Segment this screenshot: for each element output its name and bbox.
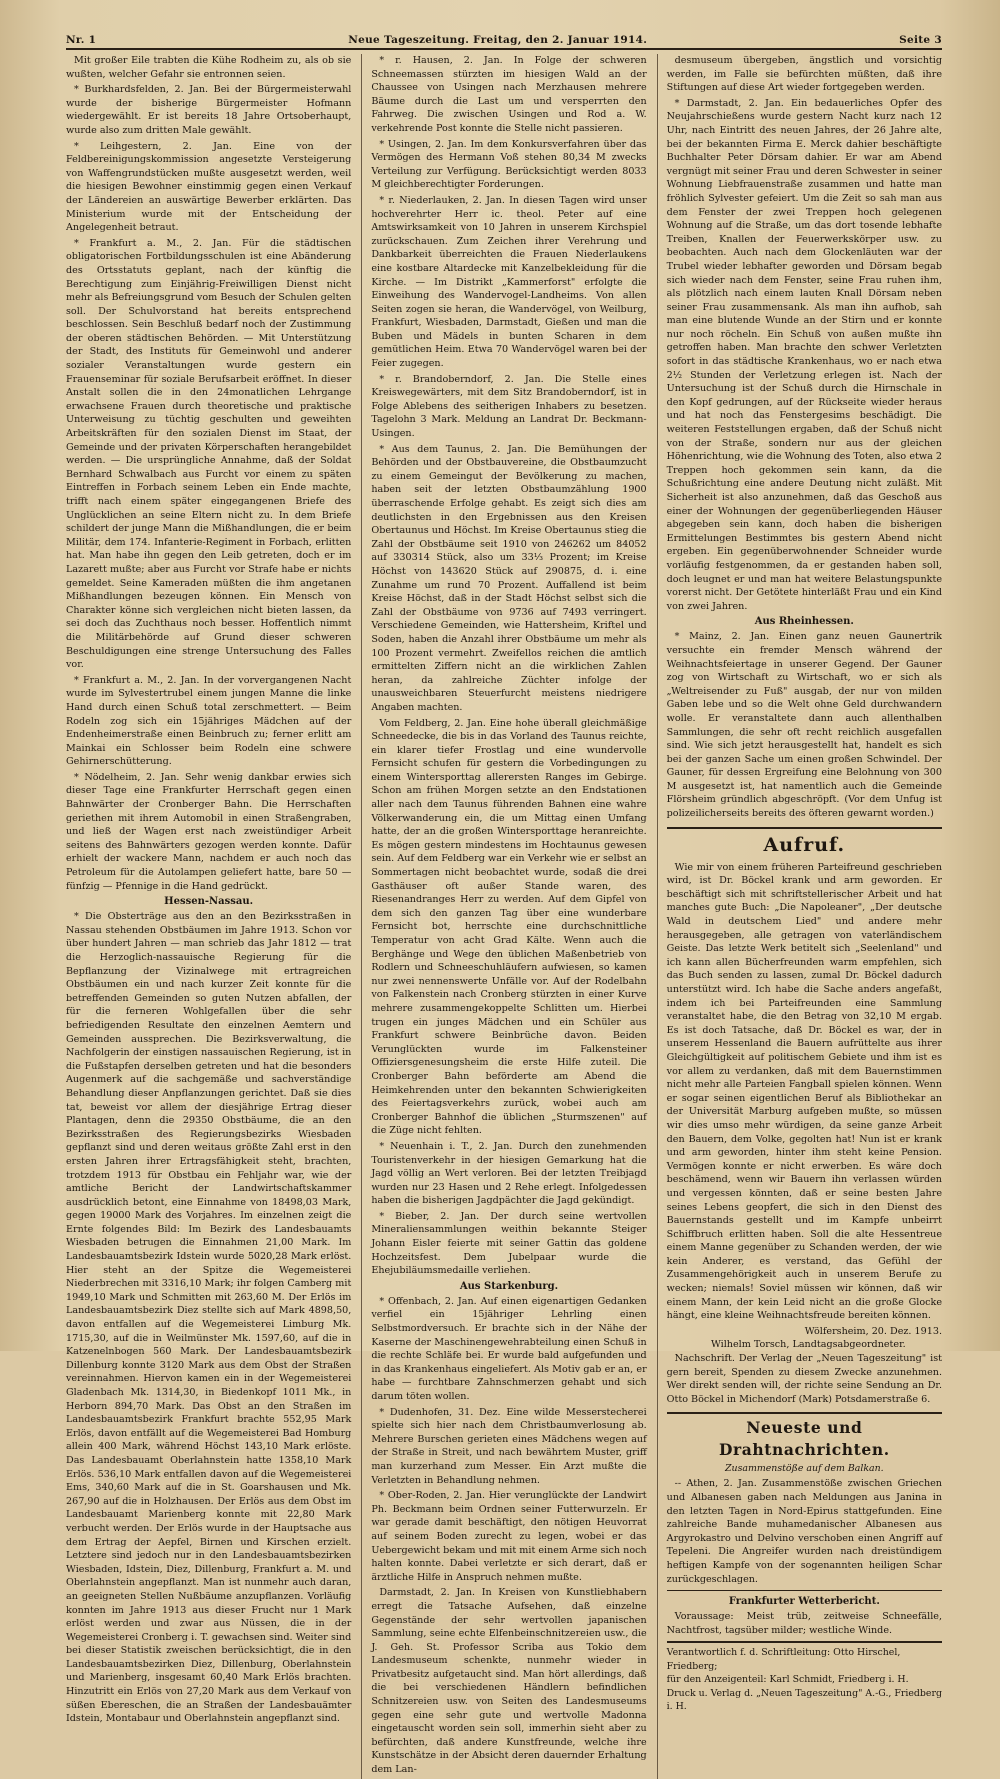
column-3 bbox=[657, 54, 942, 1779]
article: * Dudenhofen, 31. Dez. Eine wilde Messerstecherei spielte sich hier nach dem Christbaumverlosung ab. Mehrere Burschen gerieten eines Mädchens wegen auf der Straße in Streit, und nach bewährtem Muster, griff man kurzerhand zum Messer. Ein Arzt mußte die Verletzten in Behandlung nehmen. bbox=[371, 1406, 647, 1486]
article: * Mainz, 2. Jan. Einen ganz neuen Gaunertrik versuchte ein fremder Mensch während der Weihnachtsfeiertage in unserer Gegend. Der Gauner zog von Wirtschaft zu Wirtschaft, wo er sich als „Weltreisender zu Fuß" ausgab, der nur von milden Gaben lebe und so die Welt ohne Geld durchwandern wolle. Er veranstaltete dann auch allenthalben Sammlungen, die sehr oft recht reichlich ausgefallen sind. Wie sich jetzt herausgestellt hat, handelt es sich bei der ganzen Sache um einen großen Schwindel. Der Gauner, für dessen Ergreifung eine Belohnung von 300 M ausgesetzt ist, hat namentlich auch die Gemeinde Flörsheim gründlich abgeschröpft. (Vor dem Unfug ist polizeilicherseits bereits des öfteren gewarnt worden.) bbox=[666, 631, 942, 820]
article: * r. Niederlauken, 2. Jan. In diesen Tagen wird unser hochverehrter Herr ic. theol. Peter auf eine Amtswirksamkeit von 10 Jahren in unserem Kirchspiel zurückschauen. Zum Zeichen ihrer Verehrung und Dankbarkeit überreichten die Frauen Niederlaukens eine kostbare Altardecke mit Kanzelbekleidung für die Kirche. — Im Distrikt „Kammerforst" erfolgte die Einweihung des Wandervogel-Landheims. Von allen Seiten zogen sie heran, die Wandervögel, von Weilburg, Frankfurt, Wiesbaden, Darmstadt, Gießen und man die Buben und Mädels in bunten Scharen in dem gemütlichen Heim. Etwa 70 Wandervögel waren bei der Feier zugegen. bbox=[371, 194, 647, 370]
page-label: Seite 3 bbox=[899, 34, 942, 46]
article: * r. Brandoberndorf, 2. Jan. Die Stelle eines Kreiswegewärters, mit dem Sitz Brandoberndorf, ist in Folge Ablebens des seitherigen Inhabers zu besetzen. Tagelohn 3 Mark. Meldung an Landrat Dr. Beckmann-Usingen. bbox=[371, 373, 647, 440]
page-header bbox=[66, 30, 942, 50]
article: * Usingen, 2. Jan. Im dem Konkursverfahren über das Vermögen des Hermann Voß stehen 80,34 M zwecks Verteilung zur Verfügung. Berücksichtigt werden 8033 M gleichberechtigter Forderungen. bbox=[371, 138, 647, 191]
appeal-signature: Wilhelm Torsch, Landtagsabgeordneter. bbox=[710, 1339, 906, 1351]
article: * Neuenhain i. T., 2. Jan. Durch den zunehmenden Touristenverkehr in der hiesigen Gemarkung hat die Jagd völlig an Wert verloren. Bei der letzten Treibjagd wurden nur 23 Hasen und 2 Rehe erlegt. Infolgedessen haben die bisherigen Jagdpächter die Jagd gekündigt. bbox=[371, 1140, 647, 1207]
divider bbox=[667, 827, 942, 829]
latest-news-subtitle: Zusammenstöße auf dem Balkan. bbox=[725, 1463, 884, 1475]
appeal-text: Wie mir von einem früheren Parteifreund geschrieben wird, ist Dr. Böckel krank und arm geworden. Er beschäftigt sich mit schriftstellerischer Arbeit und hat manches gute Buch: „Die Napoleaner", „Der deutsche Wald in deutschem Lied" und andere mehr herausgegeben, alle getragen von vaterländischem Geiste. Das letzte Werk betitelt sich „Seelenland" und ich kann allen Bücherfreunden warm empfehlen, sich das Buch senden zu lassen, zumal Dr. Böckel dadurch unterstützt wird. Ich habe die Sache anders angefaßt, indem ich bei Parteifreunden eine Sammlung veranstaltet habe, die den Betrag von 32,10 M ergab. Es ist doch Tatsache, daß Dr. Böckel es war, der in unserem Hessenland die Bauern aufrüttelte aus ihrer Gleichgültigkeit auf politischem Gebiete und ihm ist es vor allem zu verdanken, daß mit dem Bauernstimmen nicht mehr alle Parteien Fangball spielen können. Wenn er sogar seinen eigentlichen Beruf als Bibliothekar an der Universität Marburg aufgeben mußte, so müssen wir dies umso mehr würdigen, da seine ganze Arbeit den Bauern, dem Volke, gegolten hat! Nun ist er krank und arm geworden, hinter ihm steht keine Pension. Vermögen konnte er nicht erwerben. Es wäre doch beschämend, wenn wir Bauern ihn verlassen würden und vergessen könnten, daß er seine besten Jahre seines Lebens geopfert, die sich in den Dienst des Bauernstands gestellt und im Kampfe unbeirrt Schiffbruch erlitten haben. Soll die alte Hessentreue einem Manne gegenüber zu Schanden werden, der wie kein Anderer, es verstand, das Gefühl der Zusammengehörigkeit auch in unserem Berufe zu wecken; niemals! Soviel müssen wir können, daß wir einem Mann, der kein Leid nicht an die große Glocke hängt, eine kleine Weihnachtsfreude bereiten können. bbox=[666, 861, 942, 1322]
divider bbox=[667, 1412, 942, 1414]
article: * Darmstadt, 2. Jan. Ein bedauerliches Opfer des Neujahrschießens wurde gestern Nacht kurz nach 12 Uhr, nach Eintritt des neuen Jahres, der 26 Jahre alte, bei der bekannten Firma E. Merck dahier beschäftigte Buchhalter Peter Dörsam dahier. Er war am Abend vergnügt mit seiner Frau und deren Schwester in seiner Wohnung Liebfrauenstraße zusammen und hatte man fröhlich Sylvester gefeiert. Um die Zeit so sah man aus dem Fenster der zwei Treppen hoch gelegenen Wohnung auf die Straße, um das dort tosende lebhafte Treiben, Knallen der Feuerwerkskörper usw. zu beobachten. Auch nach dem Glockenläuten war der Trubel wieder lebhafter geworden und Dörsam begab sich wieder nach dem Fenster, seine Frau ruhen ihm, als plötzlich nach einem lauten Knall Dörsam neben seiner Frau zusammensank. Als man ihn aufhob, sah man eine blutende Wunde an der Stirn und er konnte nur noch röcheln. Ein Schuß von außen mußte ihn getroffen haben. Man brachte den schwer Verletzten sofort in das städtische Krankenhaus, wo er nach etwa 2½ Stunden der Verletzung erlegen ist. Nach der Untersuchung ist der Schuß durch die Hirnschale in den Kopf gedrungen, auf der Rückseite wieder heraus und hat noch das Fenstergesims beschädigt. Die weiteren Feststellungen ergaben, daß der Schuß nicht von der Straße, sondern nur aus der gleichen Höhenrichtung, wie die Wohnung des Toten, also etwa 2 Treppen hoch gekommen sein kann, da die Schußrichtung eine andere Deutung nicht zuläßt. Mit Sicherheit ist also anzunehmen, daß das Geschoß aus einer der Wohnungen der gegenüberliegenden Häuser abgegeben sein kann, doch haben die bisherigen Ermittelungen Bestimmtes bis gestern Abend nicht ergeben. Ein gegenüberwohnender Schneider wurde vorläufig festgenommen, da er gestanden haben soll, doch leugnet er und man hat weitere Belastungspunkte vorerst nicht. Der Getötete hinterläßt Frau und ein Kind von zwei Jahren. bbox=[666, 97, 942, 612]
article: Darmstadt, 2. Jan. In Kreisen von Kunstliebhabern erregt die Tatsache Aufsehen, daß einzelne Gegenstände der sehr wertvollen japanischen Sammlung, seine echte Elfenbeinschnitzereien usw., die J. Geh. St. Professor Scriba aus Tokio dem Landesmuseum schenkte, nunmehr wieder in Privatbesitz aufgetaucht sind. Man hört allerdings, daß die bei verschiedenen Händlern befindlichen Schnitzereien usw. von Seiten des Landesmuseums gegen eine sehr gute und wertvolle Madonna eingetauscht worden sein soll, immerhin sieht aber zu befürchten, daß andere Kunstfreunde, welche ihre Kunstschätze in der Absicht deren dauernder Erhaltung dem Lan- bbox=[371, 1587, 647, 1776]
latest-news-text: -- Athen, 2. Jan. Zusammenstöße zwischen Griechen und Albanesen gaben nach Meldungen aus Janina in den letzten Tagen in Nord-Epirus stattgefunden. Eine zahlreiche Bande muhamedanischer Albanesen aus Argyrokastro und Delvino verschoben einen Angriff auf Tepeleni. Die Angreifer wurden nach dreistündigem heftigen Kampfe von der sogenannten heiligen Schar zurückgeschlagen. bbox=[666, 1478, 942, 1585]
article: Mit großer Eile trabten die Kühe Rodheim zu, als ob sie wußten, welcher Gefahr sie entronnen seien. bbox=[66, 55, 352, 80]
article: * Offenbach, 2. Jan. Auf einen eigenartigen Gedanken verfiel ein 15jähriger Lehrling einen Selbstmordversuch. Er brachte sich in der Nähe der Kaserne der Maschinengewehrabteilung einen Schuß in die rechte Schläfe bei. Er wurde bald aufgefunden und in das Krankenhaus eingeliefert. Als Motiv gab er an, er habe — furchtbare Zahnschmerzen gehabt und sich darum töten wollen. bbox=[371, 1295, 647, 1402]
appeal-place-date: Wölfersheim, 20. Dez. 1913. bbox=[804, 1325, 942, 1337]
article: * Die Obsterträge aus den an den Bezirksstraßen in Nassau stehenden Obstbäumen im Jahre 1913. Schon vor über hundert Jahren — man schrieb das Jahr 1812 — trat die Herzoglich-nassauische Regierung für die Bepflanzung der Vizinalwege mit ertragreichen Obstbäumen ein und nach kurzer Zeit konnte für die betreffenden Gemeinden so guten Nutzen abfallen, der für die ferneren Wohlgefallen über die sehr befriedigenden Resultate den einzelnen Aemtern und Gemeinden aussprechen. Die Bezirksverwaltung, die Nachfolgerin der einstigen nassauischen Regierung, ist in die Fußstapfen derselben getreten und hat die besonders Augenmerk auf die sachgemäße und sachverständige Behandlung dieser Anpflanzungen gerichtet. Daß sie dies tat, beweist vor allem der diesjährige Ertrag dieser Plantagen, denn die 29350 Obstbäume, die an den Bezirksstraßen des Regierungsbezirks Wiesbaden gepflanzt sind und deren weitaus größte Zahl erst in den ersten Jahren ihrer Ertragsfähigkeit steht, brachten, trotzdem 1913 für Obstbau ein Fehljahr war, wie der amtliche Bericht der Landwirtschaftskammer ausdrücklich betont, eine Einnahme von 18498,03 Mark, gegen 19000 Mark des Vorjahres. Im einzelnen zeigt die Ernte folgendes Bild: Im Bezirk des Landesbauamts Wiesbaden betrugen die Einnahmen 21,00 Mark. Im Landesbauamtsbezirk Idstein wurde 5020,28 Mark erlöst. Hier steht an der Spitze die Wegemeisterei Niederbrechen mit 3316,10 Mark; ihr folgen Camberg mit 1949,10 Mark und Schmitten mit 263,60 M. Der Erlös im Landesbauamtsbezirk Diez stellte sich auf Mark 4898,50, davon entfallen auf die Wegemeisterei Limburg Mk. 1715,30, auf die in Weilmünster Mk. 1597,60, auf die in Katzenelnbogen 560 Mark. Der Landesbauamtsbezirk Dillenburg konnte 3120 Mark aus dem Obst der Straßen vereinnahmen. Hiervon kamen ein in der Wegemeisterei Gladenbach Mk. 1314,30, in Biedenkopf 1011 Mk., in Herborn 894,70 Mark. Das Obst an den Straßen im Landesbauamtsbezirk Frankfurt brachte 552,95 Mark Erlös, davon entfällt auf die Wegemeisterei Bad Homburg allein 400 Mark, während Höchst 143,10 Mark erlöste. Das Landesbauamt Oberlahnstein hatte 1358,10 Mark Erlös. 536,10 Mark entfallen davon auf die Wegemeisterei Ems, 340,60 Mark auf die in St. Goarshausen und Mk. 267,90 auf die in Holzhausen. Der Erlös aus dem Obst im Landesbauamt Marienberg konnte mit 22,80 Mark verbucht werden. Der Erlös wurde in der Hauptsache aus dem Ertrag der Aepfel, Birnen und Kirschen erzielt. Letztere sind jedoch nur in den Landesbauamtsbezirken Wiesbaden, Idstein, Diez, Dillenburg, Frankfurt a. M. und Oberlahnstein angepflanzt. Man ist nunmehr auch daran, an geeigneten Stellen Nußbäume anzupflanzen. Vorläufig konnten im Jahre 1913 aus dieser Frucht nur 1 Mark erlöst werden und zwar aus Nüssen, die in der Wegemeisterei Cronberg i. T. gewachsen sind. Weiter sind bei dieser Statistik zweischen berücksichtigt, die in den Landesbauamtsbezirken Diez, Dillenburg, Oberlahnstein und Marienberg, insgesamt 60,40 Mark Erlös brachten. Hinzutritt ein Erlös von 27,20 Mark aus dem Verkauf von süßen Ebereschen, die an Straßen der Landesbauämter Idstein, Montabaur und Oberlahnstein angepflanzt sind. bbox=[66, 911, 352, 1725]
section-heading-starkenburg: Aus Starkenburg. bbox=[459, 1280, 559, 1292]
section-heading-hessen-nassau: Hessen-Nassau. bbox=[164, 896, 254, 908]
article: * Frankfurt a. M., 2. Jan. Für die städtischen obligatorischen Fortbildungsschulen ist eine Abänderung des Ortsstatuts geplant, nach der künftig die Berechtigung zum Einjährig-Freiwilligen Dienst nicht mehr als Befreiungsgrund vom Besuch der Schulen gelten soll. Der Schulvorstand hat bereits entsprechend beschlossen. Sein Beschluß bedarf noch der Zustimmung der oberen städtischen Behörden. — Mit Unterstützung der Stadt, des Instituts für Gemeinwohl und anderer sozialer Veranstaltungen wurde gestern ein Frauenseminar für soziale Berufsarbeit eröffnet. In dieser Anstalt sollen die in den 24monatlichen Lehrgange erwachsene Frauen durch theoretische und praktische Unterweisung zu tüchtig geschulten und geweihten Arbeitskräften für den sozialen Dienst im Staat, der Gemeinde und der privaten Körperschaften herangebildet werden. — Die ursprüngliche Annahme, daß der Soldat Bernhard Schwalbach aus Furcht vor einem zu späten Eintreffen in Forbach seinem Leben ein Ende machte, trifft nach einem später eingegangenen Briefe des Unglücklichen an seine Eltern nicht zu. In dem Briefe schildert der junge Mann die Mißhandlungen, die er beim Militär, dem 174. Infanterie-Regiment in Forbach, erlitten hat. Man habe ihn gegen den Leib getreten, doch er im Lazarett mußte; aber aus Furcht vor Strafe habe er nichts gemeldet. Seine Kameraden müßten die ihm angetanen Mißhandlungen bezeugen können. Ein Mensch von Charakter könne sich vergleichen nicht bieten lassen, da sei doch das Zuchthaus noch besser. Hoffentlich nimmt die Militärbehörde auf Grund dieser schweren Beschuldigungen eine strenge Untersuchung des Falles vor. bbox=[66, 237, 352, 671]
article: * Leihgestern, 2. Jan. Eine von der Feldbereinigungskommission angesetzte Versteigerung von Waffengrundstücken mußte ausgesetzt werden, weil die hiesigen Bewohner einstimmig gegen einen Verkauf der Ländereien an auswärtige Bewerber erklärten. Das Ministerium wurde mit der Entscheidung der Angelegenheit betraut. bbox=[66, 140, 352, 234]
article: * Burkhardsfelden, 2. Jan. Bei der Bürgermeisterwahl wurde der bisherige Bürgermeister Hofmann wiedergewählt. Er ist bereits 18 Jahre Ortsoberhaupt, wurde also zum dritten Male gewählt. bbox=[66, 84, 352, 136]
article: * Nödelheim, 2. Jan. Sehr wenig dankbar erwies sich dieser Tage eine Frankfurter Herrschaft gegen einen Bahnwärter der Cronberger Bahn. Die Herrschaften geriethen mit ihrem Automobil in einen Straßengraben, und ließ der Wagen erst nach zweistündiger Arbeit seitens des Bahnwärters gezogen werden konnte. Dafür erhielt der wackere Mann, nachdem er auch noch das Petroleum für die Autolampen geliefert hatte, bare 50 — fünfzig — Pfennige in die Hand gedrückt. bbox=[66, 771, 352, 892]
column-1 bbox=[66, 54, 351, 1779]
imprint bbox=[667, 1641, 942, 1713]
appeal-postscript: Nachschrift. Der Verlag der „Neuen Tageszeitung" ist gern bereit, Spenden zu diesem Zwecke anzunehmen. Wer direkt senden will, der richte seine Sendung an Dr. Otto Böckel in Michendorf (Mark) Potsdamerstraße 6. bbox=[666, 1353, 942, 1405]
page-number: Nr. 1 bbox=[66, 34, 97, 46]
article: * Ober-Roden, 2. Jan. Hier verunglückte der Landwirt Ph. Beckmann beim Ordnen seiner Futterwurzeln. Er war gerade damit beschäftigt, den nötigen Heuvorrat auf seinem Boden zurecht zu legen, wobei er das Uebergewicht bekam und mit mit einem Arme sich noch halten konnte. Dabei verletzte er sich derart, daß er ärztliche Hilfe in Anspruch nehmen mußte. bbox=[371, 1490, 647, 1583]
section-heading-rheinhessen: Aus Rheinhessen. bbox=[754, 616, 854, 628]
article: Vom Feldberg, 2. Jan. Eine hohe überall gleichmäßige Schneedecke, die bis in das Vorland des Taunus reichte, ein klarer tiefer Frostlag und eine wundervolle Fernsicht schufen für gestern die Vorbedingungen zu einem Wintersporttag allerersten Ranges im Gebirge. Schon am frühen Morgen setzte an den Endstationen aller nach dem Taunus führenden Bahnen eine wahre Völkerwanderung ein, die um Mittag einen Umfang hatte, der an die großen Wintersporttage heranreichte. Es mögen gestern mindestens im Hochtaunus gewesen sein. Auf dem Feldberg war ein Verkehr wie er selbst an Sommertagen nicht beobachtet wurde, sodaß die drei Gasthäuser oft außer Stande waren, des Riesenandranges Herr zu werden. Auf dem Gipfel von dem sich den ganzen Tag über eine wunderbare Fernsicht bot, herrschte eine durchschnittliche Temperatur von acht Grad Kälte. Wenn auch die Berghänge und Wege den üblichen Maßenbetrieb von Rodlern und Schneeschuhläufern aufwiesen, so kamen nur zwei nennenswerte Unfälle vor. Auf der Rodelbahn von Falkenstein nach Cronberg stürzten in einer Kurve mehrere zusammengekoppelte Schlitten um. Hierbei trugen ein junges Mädchen und ein Schüler aus Frankfurt schwere Beinbrüche davon. Beiden Verunglückten wurde im Falkensteiner Offiziersgenesungsheim die erste Hilfe zuteil. Die Cronberger Bahn beförderte am Abend die Heimkehrenden unter den bekannten Schwierigkeiten des Feiertagsverkehrs zurück, wobei auch am Cronberger Bahnhof die üblichen „Sturmszenen" auf die Züge nicht fehlten. bbox=[371, 717, 647, 1137]
weather-title: Frankfurter Wetterbericht. bbox=[728, 1596, 880, 1608]
newspaper-masthead: Neue Tageszeitung. Freitag, den 2. Januar 1914. bbox=[348, 34, 648, 46]
article: * Frankfurt a. M., 2. Jan. In der vorvergangenen Nacht wurde im Sylvestertrubel einem jungen Manne die linke Hand durch einen Schuß total zerschmettert. — Beim Rodeln zog sich ein 15jähriges Mädchen auf der Endenheimerstraße einen Beinbruch zu; ferner erlitt am Mainkai ein Schlosser beim Rodeln eine schwere Gehirnerschütterung. bbox=[66, 674, 352, 768]
article: * Aus dem Taunus, 2. Jan. Die Bemühungen der Behörden und der Obstbauvereine, die Obstbaumzucht zu einem Gemeingut der Bevölkerung zu machen, haben seit der letzten Obstbaumzählung 1900 überraschende Erfolge gehabt. Es zeigt sich dies am deutlichsten in den Ergebnissen aus den Kreisen Obertaunus und Höchst. Im Kreise Obertaunus stieg die Zahl der Obstbäume seit 1910 von 246262 um 84052 auf 330314 Stück, also um 33⅓ Prozent; im Kreise Höchst von 143620 Stück auf 290875, d. i. eine Zunahme um rund 70 Prozent. Auffallend ist beim Kreise Höchst, daß in der Stadt Höchst selbst sich die Zahl der Obstbäume von 9736 auf 7493 verringert. Verschiedene Gemeinden, wie Hattersheim, Kriftel und Soden, haben die Anzahl ihrer Obstbäume um mehr als 100 Prozent vermehrt. Zweifellos reichen die amtlich ermittelten Ziffern nicht an die wirklichen Zahlen heran, da zahlreiche Züchter infolge der unausweichbaren Steuerfurcht meistens niedrigere Angaben machten. bbox=[371, 443, 647, 713]
article: * Bieber, 2. Jan. Der durch seine wertvollen Mineraliensammlungen weithin bekannte Steiger Johann Eisler feierte mit seiner Gattin das goldene Hochzeitsfest. Dem Jubelpaar wurde die Ehejubiläumsmedaille verliehen. bbox=[371, 1210, 647, 1277]
imprint-line: Verantwortlich f. d. Schriftleitung: Otto Hirschel, Friedberg; bbox=[666, 1647, 901, 1672]
imprint-line: für den Anzeigenteil: Karl Schmidt, Friedberg i. H. bbox=[666, 1674, 909, 1686]
column-2 bbox=[361, 54, 646, 1779]
divider bbox=[667, 1590, 942, 1591]
text-columns bbox=[66, 54, 942, 1776]
latest-news-title: Neueste und Drahtnachrichten. bbox=[718, 1418, 890, 1460]
article: * r. Hausen, 2. Jan. In Folge der schweren Schneemassen stürzten im hiesigen Wald an der Chaussee von Usingen nach Merzhausen mehrere Bäume durch die Last um und versperrten den Fahrweg. Die zwischen Usingen und Rod a. W. verkehrende Post konnte die Stelle nicht passieren. bbox=[371, 55, 647, 134]
article: desmuseum übergeben, ängstlich und vorsichtig werden, im Falle sie befürchten müßten, daß ihre Stiftungen auf diese Art wieder fortgegeben werden. bbox=[666, 55, 942, 94]
appeal-title: Aufruf. bbox=[763, 833, 846, 856]
weather-text: Voraussage: Meist trüb, zeitweise Schneefälle, Nachtfrost, tagsüber milder; westliche Winde. bbox=[666, 1611, 942, 1636]
imprint-line: Druck u. Verlag d. „Neuen Tageszeitung" A.-G., Friedberg i. H. bbox=[666, 1687, 942, 1712]
